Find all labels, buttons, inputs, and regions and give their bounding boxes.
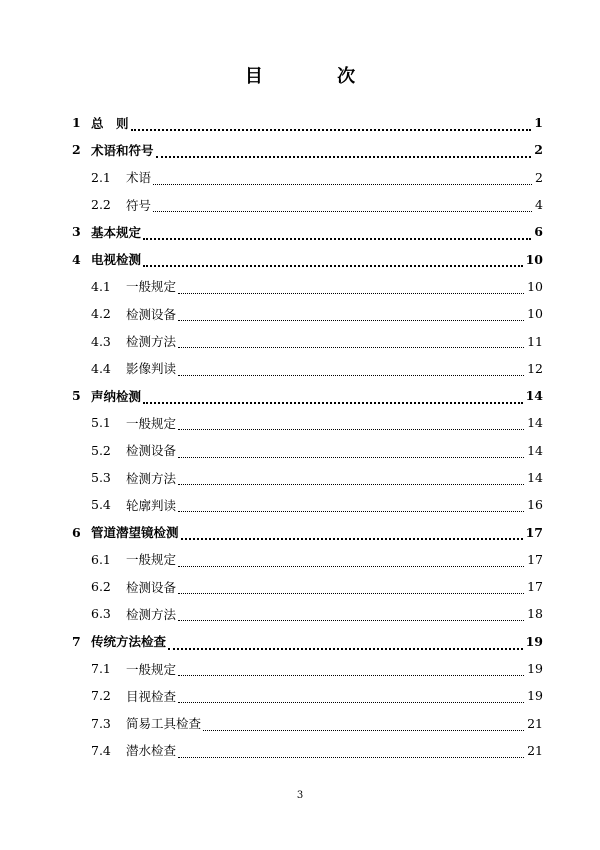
toc-entry-number: 5.2 (91, 442, 111, 458)
dot-leader (178, 608, 524, 621)
toc-entry-label: 检测方法 (126, 334, 177, 350)
page-number: 3 (296, 790, 304, 801)
toc-entry[interactable] (0, 437, 600, 464)
toc-entry-page: 2 (534, 142, 543, 158)
toc-entry-number: 2.2 (91, 197, 111, 213)
toc-entry-label: 检测方法 (126, 470, 177, 486)
table-of-contents (0, 109, 600, 764)
toc-entry-label: 检测设备 (126, 579, 177, 595)
toc-entry-label: 一般规定 (126, 279, 177, 295)
toc-entry[interactable] (0, 737, 600, 764)
toc-entry-page: 16 (527, 497, 543, 513)
toc-entry[interactable] (0, 218, 600, 245)
dot-leader (178, 690, 524, 703)
toc-entry[interactable] (0, 327, 600, 354)
toc-entry-number: 7.1 (91, 661, 111, 677)
toc-entry[interactable] (0, 136, 600, 163)
toc-entry[interactable] (0, 491, 600, 518)
toc-entry-page: 10 (525, 251, 543, 267)
toc-entry-page: 21 (527, 715, 543, 731)
toc-entry-number: 4 (72, 251, 81, 267)
toc-entry-page: 17 (527, 551, 543, 567)
toc-entry-number: 7.4 (91, 742, 111, 758)
toc-entry-page: 14 (527, 442, 543, 458)
toc-entry-page: 14 (525, 388, 543, 404)
dot-leader (178, 499, 524, 512)
toc-entry-label: 声纳检测 (91, 388, 142, 404)
toc-entry-label: 检测设备 (126, 306, 177, 322)
dot-leader (178, 472, 524, 485)
toc-entry-label: 目视检查 (126, 688, 177, 704)
toc-entry-number: 7.2 (91, 688, 111, 704)
toc-entry[interactable] (0, 573, 600, 600)
toc-entry-number: 5.3 (91, 470, 111, 485)
toc-entry-label: 一般规定 (126, 661, 177, 677)
dot-leader (178, 554, 524, 567)
toc-entry-number: 4.3 (91, 333, 111, 349)
toc-entry-number: 3 (72, 224, 81, 240)
toc-entry-label: 总 则 (91, 115, 129, 131)
toc-entry-number: 6.2 (91, 579, 111, 595)
toc-entry-label: 一般规定 (126, 552, 177, 568)
toc-entry-number: 6 (72, 524, 81, 540)
toc-entry[interactable] (0, 682, 600, 709)
toc-entry[interactable] (0, 355, 600, 382)
toc-entry-page: 21 (527, 742, 543, 758)
toc-entry[interactable] (0, 109, 600, 136)
dot-leader (131, 117, 531, 131)
toc-entry[interactable] (0, 409, 600, 436)
dot-leader (178, 308, 524, 321)
toc-entry-number: 6.1 (91, 551, 111, 567)
page-title: 目 次 (244, 66, 390, 87)
toc-entry[interactable] (0, 382, 600, 409)
dot-leader (178, 417, 524, 430)
dot-leader (178, 363, 524, 376)
toc-entry-page: 10 (527, 306, 543, 322)
dot-leader (153, 172, 532, 185)
toc-entry-label: 影像判读 (126, 361, 177, 377)
dot-leader (178, 445, 524, 458)
toc-entry-label: 检测设备 (126, 443, 177, 459)
toc-entry-number: 4.4 (91, 360, 111, 376)
toc-entry-label: 基本规定 (91, 224, 142, 240)
toc-entry-number: 2.1 (91, 169, 111, 185)
toc-entry-number: 5 (72, 388, 81, 404)
toc-entry-label: 简易工具检查 (126, 716, 202, 732)
toc-entry[interactable] (0, 300, 600, 327)
toc-entry-page: 11 (527, 333, 543, 349)
toc-entry[interactable] (0, 191, 600, 218)
dot-leader (178, 335, 524, 348)
toc-entry[interactable] (0, 245, 600, 272)
dot-leader (178, 281, 524, 294)
toc-entry-page: 12 (527, 360, 543, 376)
toc-entry-label: 潜水检查 (126, 743, 177, 759)
toc-entry-page: 19 (527, 688, 543, 704)
dot-leader (153, 199, 532, 212)
toc-entry-page: 2 (535, 169, 543, 185)
toc-entry-number: 5.4 (91, 497, 111, 513)
toc-entry-label: 轮廓判读 (126, 497, 177, 513)
dot-leader (143, 253, 523, 267)
toc-entry-page: 19 (527, 661, 543, 677)
toc-entry-label: 电视检测 (91, 252, 142, 268)
toc-entry[interactable] (0, 464, 600, 491)
dot-leader (143, 390, 523, 404)
toc-entry-page: 1 (534, 115, 543, 131)
dot-leader (168, 636, 523, 650)
toc-entry[interactable] (0, 710, 600, 737)
toc-entry[interactable] (0, 600, 600, 627)
toc-entry-label: 检测方法 (126, 606, 177, 622)
toc-entry-page: 19 (525, 633, 543, 649)
dot-leader (203, 718, 524, 731)
dot-leader (181, 526, 523, 540)
toc-entry-number: 1 (72, 115, 81, 131)
toc-entry[interactable] (0, 546, 600, 573)
dot-leader (178, 581, 524, 594)
dot-leader (156, 144, 531, 158)
toc-entry-page: 14 (527, 415, 543, 431)
toc-entry[interactable] (0, 655, 600, 682)
toc-entry-page: 14 (527, 470, 543, 485)
toc-entry-label: 传统方法检查 (91, 634, 167, 650)
toc-entry-page: 17 (527, 579, 543, 595)
toc-entry-number: 7.3 (91, 715, 111, 731)
toc-entry-page: 6 (534, 224, 543, 240)
toc-entry-page: 18 (527, 606, 543, 622)
toc-entry-label: 符号 (126, 197, 152, 213)
toc-entry-page: 4 (535, 197, 543, 213)
toc-entry-number: 7 (72, 633, 81, 649)
toc-entry[interactable] (0, 518, 600, 545)
toc-entry-page: 17 (525, 524, 543, 540)
toc-entry-label: 术语和符号 (91, 142, 154, 158)
toc-entry-label: 管道潜望镜检测 (91, 525, 179, 541)
toc-entry[interactable] (0, 628, 600, 655)
toc-entry-number: 2 (72, 142, 81, 158)
toc-entry-label: 一般规定 (126, 415, 177, 431)
dot-leader (178, 663, 524, 676)
toc-entry-label: 术语 (126, 170, 152, 186)
toc-entry-number: 5.1 (91, 415, 111, 431)
dot-leader (178, 745, 524, 758)
toc-entry[interactable] (0, 164, 600, 191)
dot-leader (143, 226, 531, 240)
toc-entry-number: 6.3 (91, 606, 111, 622)
toc-entry[interactable] (0, 273, 600, 300)
toc-entry-number: 4.1 (91, 278, 111, 294)
toc-entry-page: 10 (527, 278, 543, 294)
toc-entry-number: 4.2 (91, 306, 111, 322)
